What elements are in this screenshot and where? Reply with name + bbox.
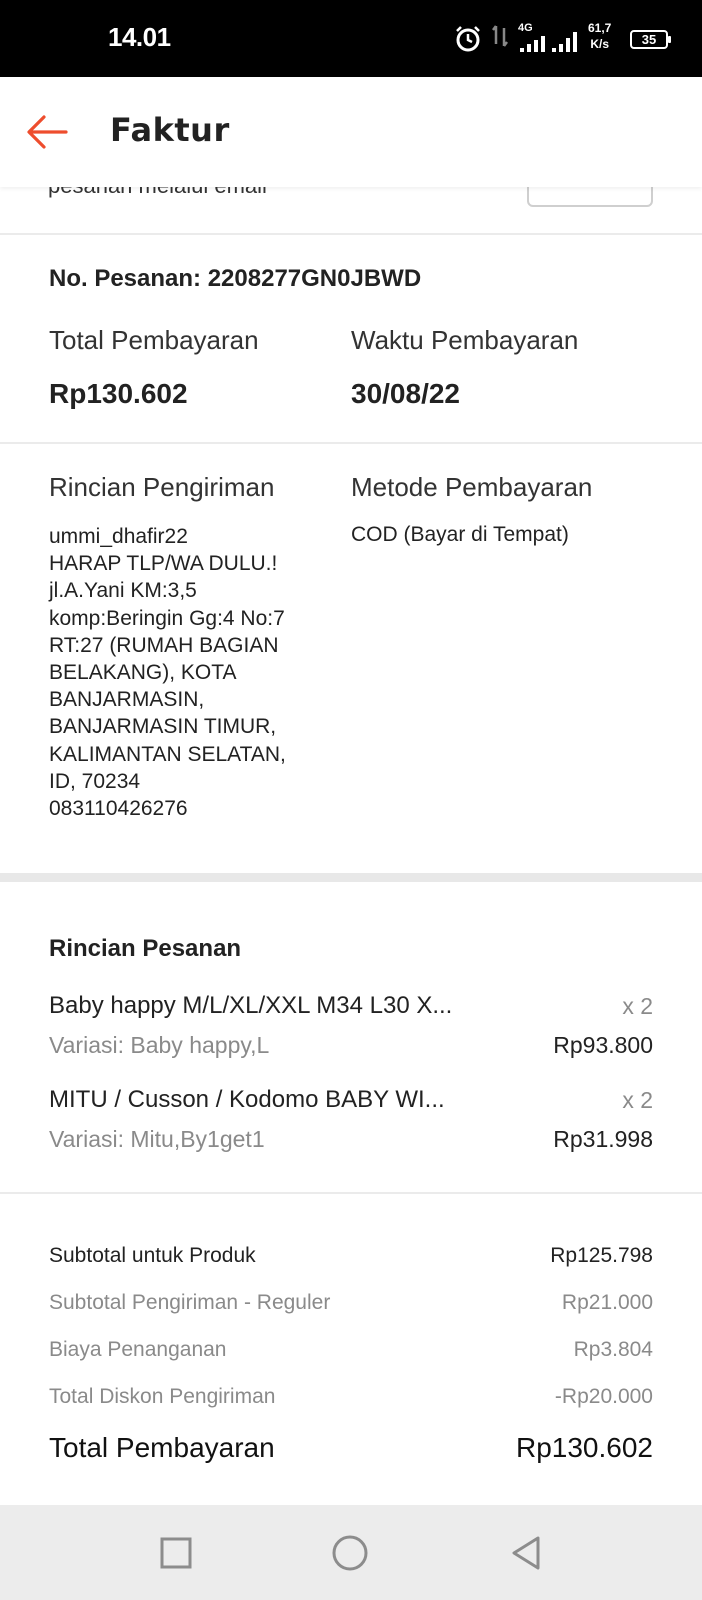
- speed-value: 61,7: [588, 21, 612, 35]
- summary-label: Biaya Penanganan: [49, 1338, 227, 1361]
- data-arrows-icon: [490, 24, 510, 48]
- divider: [0, 442, 702, 444]
- summary-value: Rp125.798: [550, 1244, 653, 1267]
- address-line: BELAKANG), KOTA: [49, 661, 237, 685]
- shipping-details-label: Rincian Pengiriman: [49, 472, 275, 502]
- address-line: RT:27 (RUMAH BAGIAN: [49, 633, 279, 657]
- page-title: Faktur: [110, 111, 230, 149]
- speed-unit: K/s: [590, 37, 610, 51]
- address-line: BANJARMASIN,: [49, 688, 205, 712]
- system-nav-bar: [0, 1505, 702, 1600]
- home-circle-icon[interactable]: [330, 1533, 370, 1573]
- summary-label: Subtotal untuk Produk: [49, 1244, 256, 1267]
- shipping-address: [49, 523, 339, 822]
- status-time: 14.01: [108, 22, 171, 52]
- item-variant: Variasi: Baby happy,L: [49, 1032, 270, 1058]
- summary-label: Total Diskon Pengiriman: [49, 1385, 276, 1408]
- total-payment-value: Rp130.602: [49, 378, 188, 409]
- item-name: Baby happy M/L/XL/XXL M34 L30 X...: [49, 992, 453, 1019]
- address-line: jl.A.Yani KM:3,5: [49, 579, 197, 603]
- summary-label: Subtotal Pengiriman - Reguler: [49, 1291, 331, 1314]
- summary-value: Rp3.804: [573, 1338, 653, 1361]
- item-variant: Variasi: Mitu,By1get1: [49, 1126, 265, 1152]
- grand-total-value: Rp130.602: [515, 1432, 653, 1463]
- arrow-left-icon[interactable]: [22, 107, 72, 157]
- item-name: MITU / Cusson / Kodomo BABY WI...: [49, 1086, 445, 1113]
- payment-method-value: COD (Bayar di Tempat): [351, 523, 569, 546]
- address-line: 083110426276: [49, 797, 188, 821]
- divider: [0, 233, 702, 235]
- summary-value: -Rp20.000: [554, 1385, 653, 1408]
- address-line: ID, 70234: [49, 769, 141, 793]
- email-invoice-row: [0, 187, 702, 233]
- status-bar: [0, 0, 702, 77]
- payment-time-value: 30/08/22: [351, 378, 460, 409]
- order-number: No. Pesanan: 2208277GN0JBWD: [49, 265, 422, 292]
- section-divider: [0, 873, 702, 882]
- grand-total-label: Total Pembayaran: [49, 1432, 275, 1463]
- address-line: ummi_dhafir22: [49, 525, 188, 548]
- battery-icon: 35: [630, 30, 668, 49]
- total-payment-label: Total Pembayaran: [49, 325, 259, 355]
- address-line: HARAP TLP/WA DULU.!: [49, 552, 278, 576]
- network-type: 4G: [518, 22, 533, 34]
- signal-icon: [520, 36, 548, 52]
- address-line: komp:Beringin Gg:4 No:7: [49, 606, 285, 630]
- item-price: Rp31.998: [553, 1126, 653, 1152]
- summary-value: Rp21.000: [561, 1291, 653, 1314]
- item-price: Rp93.800: [553, 1032, 653, 1058]
- network-speed: [588, 20, 611, 52]
- alarm-icon: [454, 25, 482, 53]
- app-bar: [0, 77, 702, 187]
- address-line: KALIMANTAN SELATAN,: [49, 742, 286, 766]
- payment-time-label: Waktu Pembayaran: [351, 325, 579, 355]
- signal-icon: [552, 32, 582, 52]
- divider: [0, 1192, 702, 1194]
- recents-square-icon[interactable]: [156, 1533, 196, 1573]
- back-triangle-icon[interactable]: [506, 1533, 546, 1573]
- item-quantity: x 2: [622, 993, 653, 1019]
- payment-method-label: Metode Pembayaran: [351, 472, 593, 502]
- item-quantity: x 2: [622, 1087, 653, 1113]
- address-line: BANJARMASIN TIMUR,: [49, 715, 277, 739]
- order-items-title: Rincian Pesanan: [49, 935, 242, 962]
